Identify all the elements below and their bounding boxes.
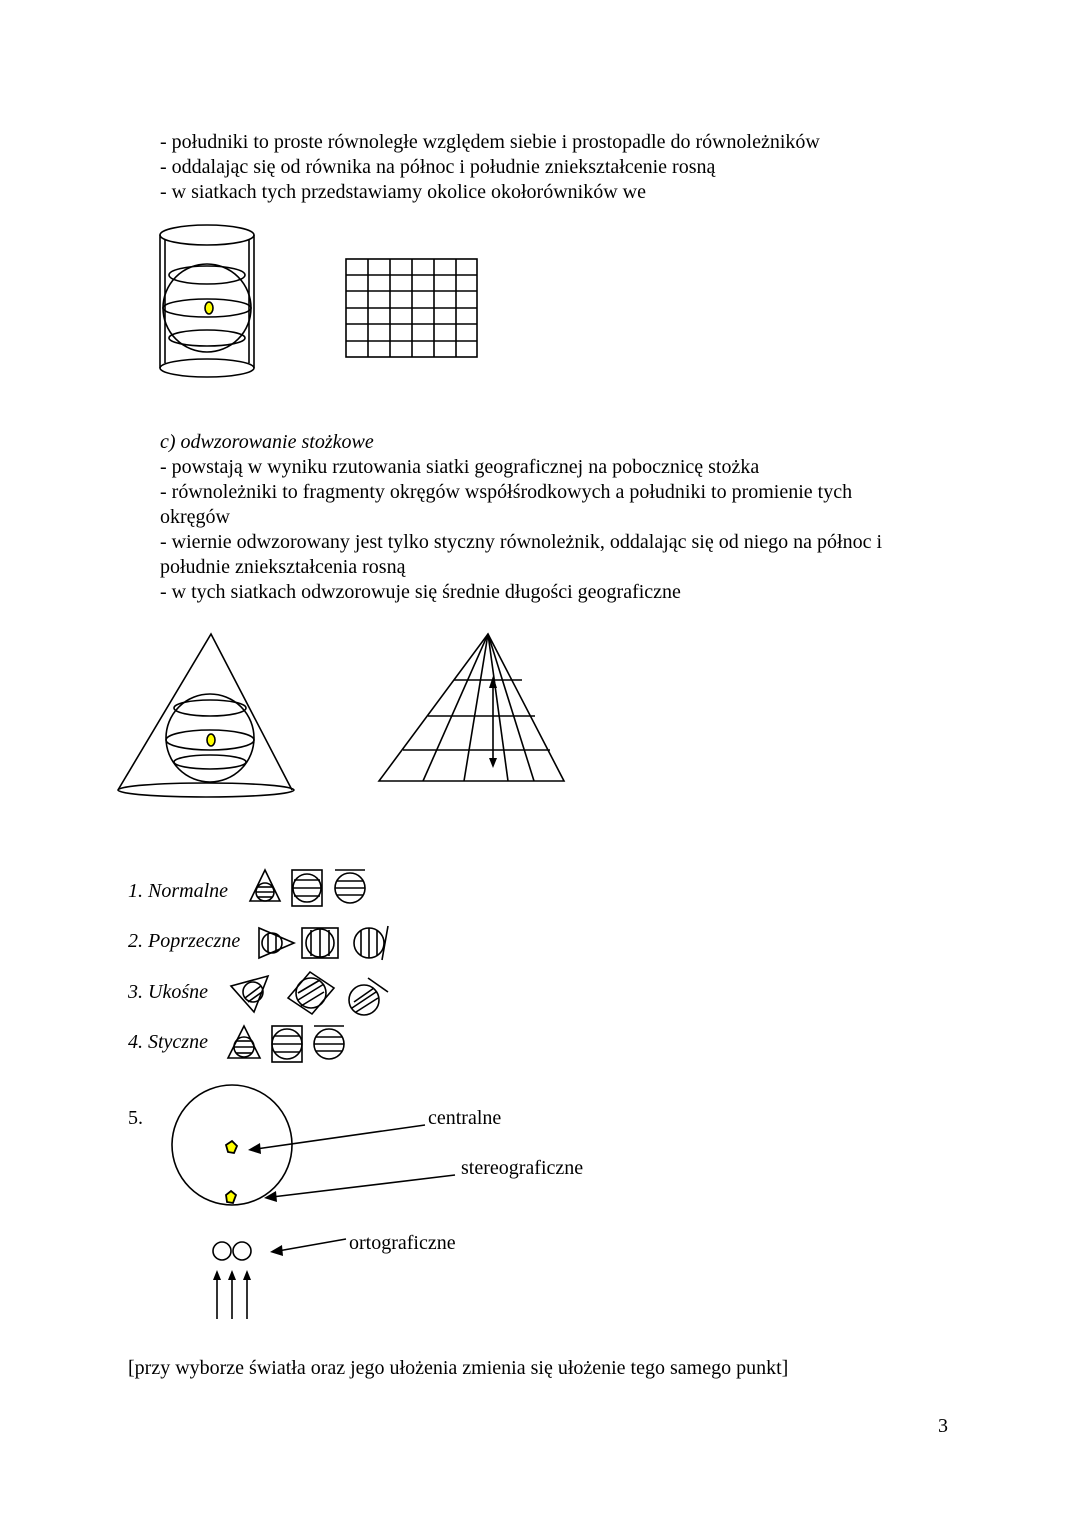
label-centralne: centralne bbox=[428, 1107, 502, 1129]
conical-projection-diagram bbox=[112, 630, 302, 805]
bullet-line-1: - południki to proste równoległe względem siebie i prostopadle do równoleżników bbox=[160, 131, 820, 153]
ukosne-icons bbox=[228, 968, 393, 1020]
section-c-line-2: - równoleżniki to fragmenty okręgów współśrodkowych a południki to promienie tych bbox=[160, 481, 853, 503]
section-c-heading: c) odwzorowanie stożkowe bbox=[160, 431, 374, 453]
normalne-icons bbox=[245, 866, 370, 910]
conical-grid-diagram bbox=[376, 630, 568, 785]
label-ortograficzne: ortograficzne bbox=[349, 1232, 456, 1254]
section-c-line-5: południe zniekształcenia rosną bbox=[160, 556, 406, 578]
type-ukosne-label: 3. Ukośne bbox=[128, 981, 208, 1003]
label-stereograficzne: stereograficzne bbox=[461, 1157, 584, 1179]
cylindrical-grid-diagram bbox=[345, 258, 479, 360]
bullet-line-2: - oddalając się od równika na północ i południe zniekształcenie rosną bbox=[160, 156, 716, 178]
type-styczne-label: 4. Styczne bbox=[128, 1031, 208, 1053]
section-c-line-3: okręgów bbox=[160, 506, 230, 528]
page-number: 3 bbox=[938, 1415, 948, 1437]
section-c-line-4: - wiernie odwzorowany jest tylko styczny równoleżnik, oddalając się od niego na północ i bbox=[160, 531, 883, 553]
section-c-line-6: - w tych siatkach odwzorowuje się średnie długości geograficzne bbox=[160, 581, 681, 603]
poprzeczne-icons bbox=[256, 920, 396, 968]
type-normalne-label: 1. Normalne bbox=[128, 880, 228, 902]
type-poprzeczne-label: 2. Poprzeczne bbox=[128, 930, 241, 952]
bottom-note: [przy wyborze światła oraz jego ułożenia zmienia się ułożenie tego samego punkt] bbox=[128, 1357, 789, 1379]
bullet-line-3: - w siatkach tych przedstawiamy okolice okołorówników we bbox=[160, 181, 646, 203]
item-5-number: 5. bbox=[128, 1107, 143, 1129]
styczne-icons bbox=[224, 1020, 354, 1066]
perspective-projection-diagram bbox=[160, 1085, 640, 1330]
section-c-line-1: - powstają w wyniku rzutowania siatki geograficznej na pobocznicę stożka bbox=[160, 456, 760, 478]
cylindrical-projection-diagram bbox=[155, 220, 265, 385]
